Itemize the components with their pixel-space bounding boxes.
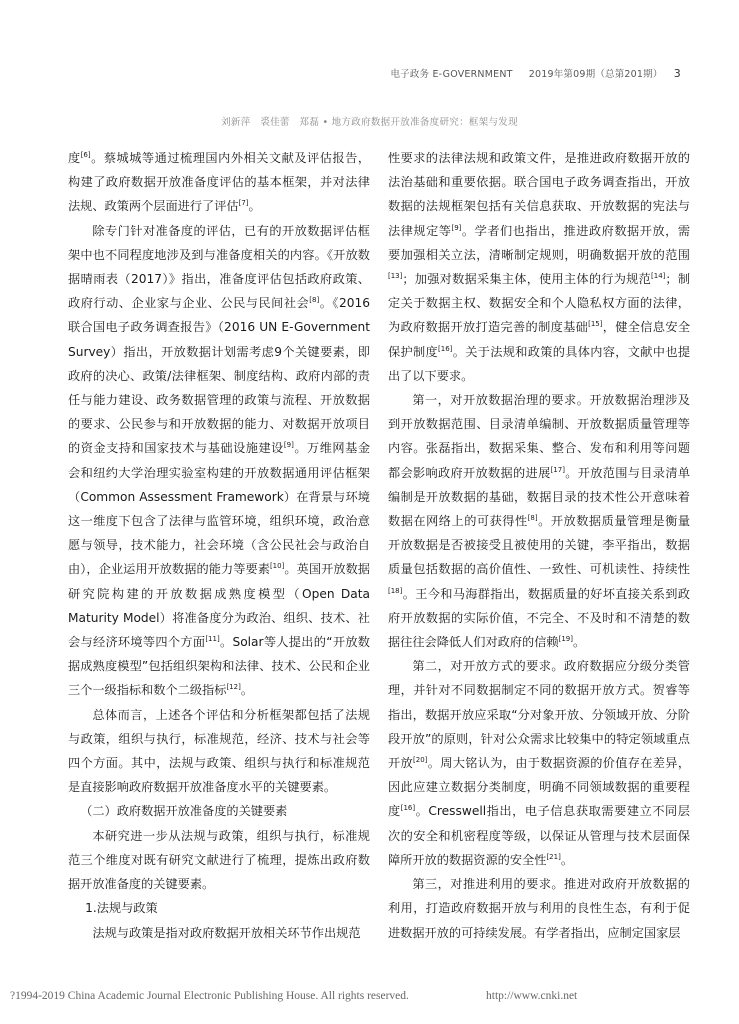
left-column	[68, 146, 370, 945]
body-paragraph: 第一，对开放数据治理的要求。开放数据治理涉及到开放数据范围、目录清单编制、开放数据质量管理等内容。张磊指出，数据采集、整合、发布和利用等问题都会影响政府开放数据的进展[17]。开放范围与目录清单编制是开放数据的基础，数据目录的技术性公开意味着数据在网络上的可获得性[8]。开放数据质量管理是衡量开放数据是否被接受且被使用的关键，李平指出，数据质量包括数据的高价值性、一致性、可机读性、持续性[18]。王今和马海群指出，数据质量的好坏直接关系到政府开放数据的实际价值，不完全、不及时和不清楚的数据往往会降低人们对政府的信赖[19]。	[388, 393, 691, 650]
section-heading: （二）政府数据开放准备度的关键要素	[80, 804, 288, 819]
citation-ref: [11]	[205, 635, 220, 644]
citation-ref: [17]	[550, 465, 565, 474]
citation-ref: [7]	[238, 199, 249, 208]
citation-ref: [18]	[388, 586, 403, 595]
article-running-title: 刘新萍 裘佳蕾 郑磊 • 地方政府数据开放准备度研究：框架与发现	[221, 117, 518, 128]
citation-ref: [12]	[226, 683, 241, 692]
citation-ref: [16]	[438, 344, 453, 353]
body-paragraph: 度[6]。蔡城城等通过梳理国内外相关文献及评估报告，构建了政府数据开放准备度评估的基本框架，并对法律法规、政策两个层面进行了评估[7]。	[68, 151, 371, 214]
citation-ref: [21]	[546, 852, 561, 861]
citation-ref: [19]	[558, 635, 573, 644]
body-paragraph: 第二，对开放方式的要求。政府数据应分级分类管理，并针对不同数据制定不同的数据开放方式。贺睿等指出，数据开放应采取“分对象开放、分领域开放、分阶段开放”的原则，针对公众需求比较集中的特定领域重点开放[20]。周大铭认为，由于数据资源的价值存在差异，因此应建立数据分类制度，明确不同领域数据的重要程度[16]。Cresswell指出，电子信息获取需要建立不同层次的安全和机密程度等级，以保证从管理与技术层面保障所开放的数据资源的安全性[21]。	[388, 659, 691, 867]
subsection-heading: 1.法规与政策	[85, 901, 158, 916]
journal-name: 电子政务 E-GOVERNMENT	[390, 69, 513, 80]
citation-ref: [10]	[269, 562, 285, 571]
citation-ref: [6]	[80, 151, 91, 159]
citation-ref: [8]	[309, 296, 320, 305]
body-paragraph: 法规与政策是指对政府数据开放相关环节作出规范	[92, 925, 361, 940]
body-paragraph: 第三，对推进利用的要求。推进对政府开放数据的利用，打造政府数据开放与利用的良性生态，有利于促进数据开放的可持续发展。有学者指出，应制定国家层	[388, 877, 690, 940]
citation-ref: [20]	[413, 756, 428, 765]
page-number: 3	[673, 67, 681, 80]
issue-info: 2019年第09期（总第201期）	[528, 69, 663, 80]
citation-ref: [9]	[451, 223, 462, 232]
source-url: http://www.cnki.net	[486, 990, 578, 1002]
running-header	[390, 66, 681, 80]
citation-ref: [13]	[388, 272, 403, 281]
citation-ref: [9]	[283, 441, 294, 450]
body-paragraph: 本研究进一步从法规与政策，组织与执行，标准规范三个维度对既有研究文献进行了梳理，提炼出政府数据开放准备度的关键要素。	[68, 828, 370, 892]
copyright-notice: ?1994-2019 China Academic Journal Electronic Publishing House. All rights reserved.	[10, 990, 409, 1002]
citation-ref: [8]	[527, 514, 538, 523]
citation-ref: [15]	[588, 320, 603, 329]
body-paragraph: 总体而言，上述各个评估和分析框架都包括了法规与政策，组织与执行，标准规范，经济、技术与社会等四个方面。其中，法规与政策、组织与执行和标准规范是直接影响政府数据开放准备度水平的关键要素。	[68, 707, 370, 795]
right-column	[388, 146, 690, 945]
citation-ref: [14]	[651, 272, 666, 281]
body-paragraph: 性要求的法律法规和政策文件，是推进政府数据开放的法治基础和重要依据。联合国电子政务调查指出，开放数据的法规框架包括有关信息获取、开放数据的宪法与法律规定等[9]。学者们也指出，推进政府数据开放，需要加强相关立法，清晰制定规则，明确数据开放的范围[13]；加强对数据采集主体，使用主体的行为规范[14]；制定关于数据主权、数据安全和个人隐私权方面的法律，为政府数据开放打造完善的制度基础[15]，健全信息安全保护制度[16]。关于法规和政策的具体内容，文献中也提出了以下要求。	[388, 151, 691, 383]
citation-ref: [16]	[400, 804, 416, 813]
body-paragraph: 除专门针对准备度的评估，已有的开放数据评估框架中也不同程度地涉及到与准备度相关的内容。《开放数据晴雨表（2017）》指出，准备度评估包括政府政策、政府行动、企业家与企业、公民与民间社会[8]。《2016联合国电子政务调查报告》（2016 UN E-Government Survey）指出，开放数据计划需考虑9个关键要素，即政府的决心、政策/法律框架、制度结构、政府内部的责任与能力建设、政务数据管理的政策与流程、开放数据的要求、公民参与和开放数据的能力、对数据开放项目的资金支持和国家技术与基础设施建设[9]。万维网基金会和纽约大学治理实验室构建的开放数据通用评估框架（Common Assessment Framework）在背景与环境这一维度下包含了法律与监管环境，组织环境，政治意愿与领导，技术能力，社会环境（含公民社会与政治自由），企业运用开放数据的能力等要素[10]。英国开放数据研究院构建的开放数据成熟度模型（Open Data Maturity Model）将准备度分为政治、组织、技术、社会与经济环境等四个方面[11]。Solar等人提出的“开放数据成熟度模型”包括组织架构和法律、技术、公民和企业三个一级指标和数个二级指标[12]。	[68, 223, 371, 698]
